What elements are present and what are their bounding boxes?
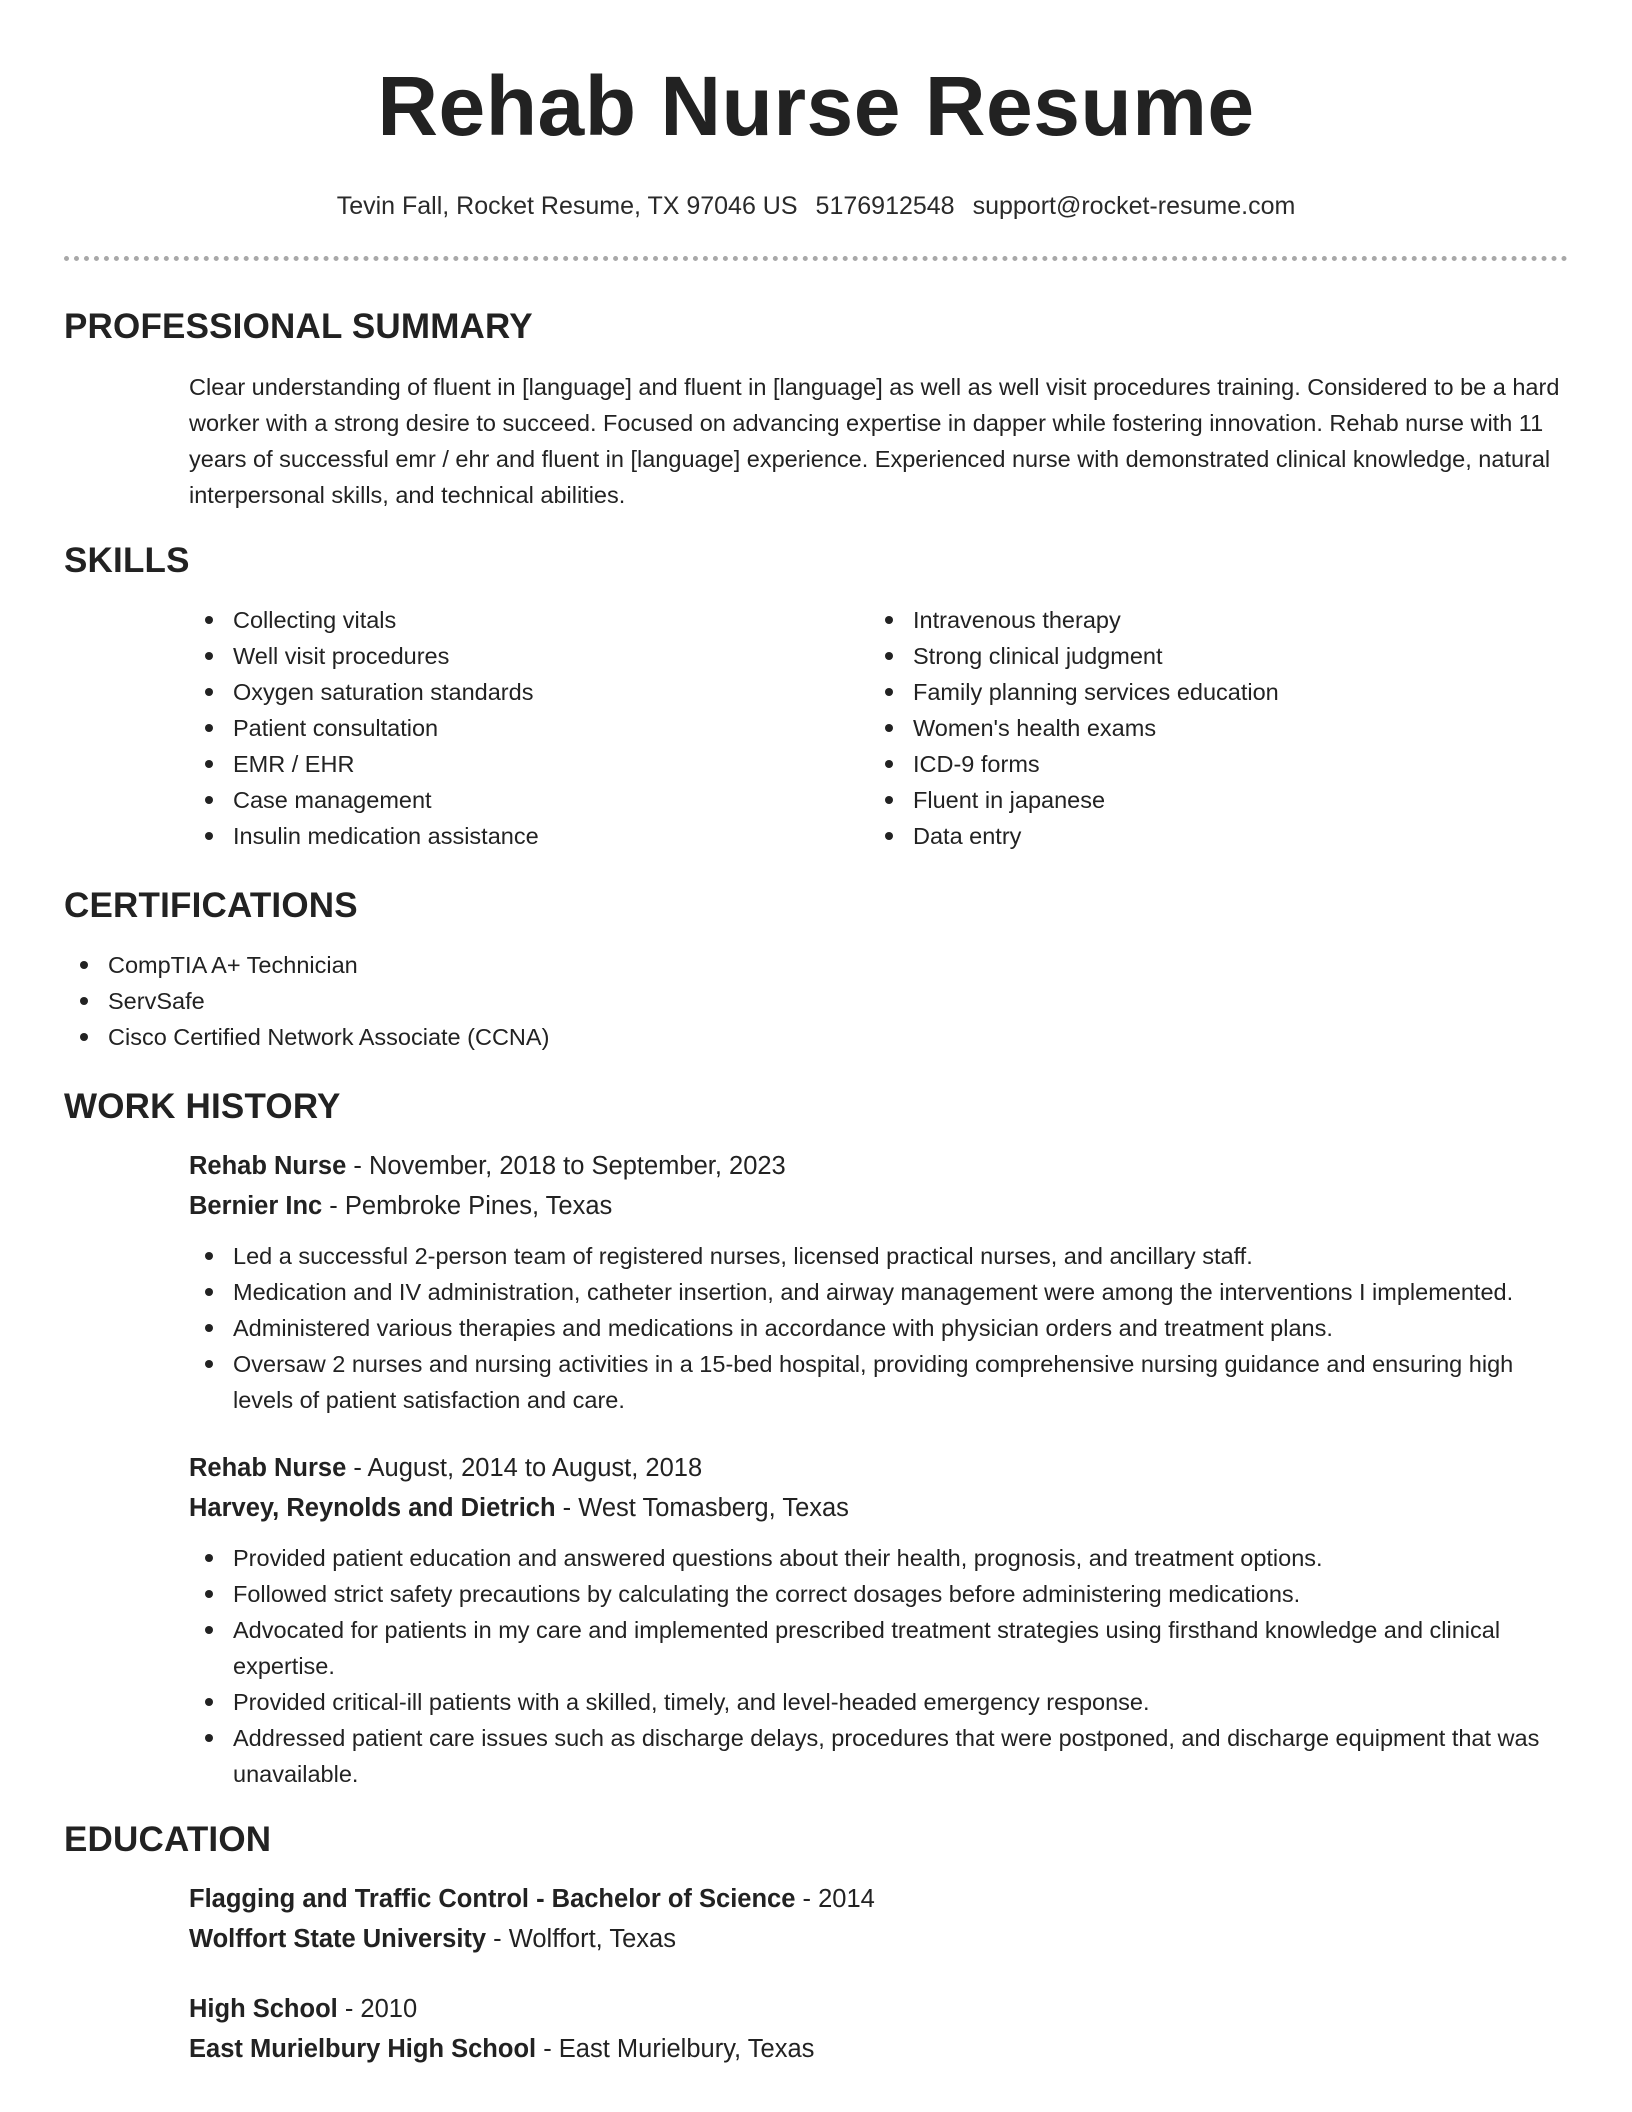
summary-heading: PROFESSIONAL SUMMARY [64,307,533,346]
contact-line [64,190,1568,222]
education-degree-line [189,1879,1568,1919]
list-item: Fluent in japanese [869,782,1549,818]
education-entry [64,1879,1568,1959]
bullet-icon [205,1590,213,1598]
bullet-icon [205,1734,213,1742]
job-company-line [189,1186,1568,1226]
certifications-list [64,947,1568,1055]
list-item: Oxygen saturation standards [189,674,869,710]
education-location: - East Murielbury, Texas [536,2035,815,2063]
job-company: Harvey, Reynolds and Dietrich [189,1494,556,1522]
list-item: Well visit procedures [189,638,869,674]
education-location: - Wolffort, Texas [486,1925,676,1953]
list-item: Collecting vitals [189,602,869,638]
list-item: Followed strict safety precautions by calculating the correct dosages before administering medications. [189,1576,1568,1612]
bullet-icon [205,1360,213,1368]
bullet-icon [885,832,893,840]
job-location: - West Tomasberg, Texas [555,1494,849,1522]
list-item: Women's health exams [869,710,1549,746]
list-item: Oversaw 2 nurses and nursing activities in a 15-bed hospital, providing comprehensive nursing guidance and ensuring high levels of patient satisfaction and care. [189,1346,1568,1418]
bullet-icon [205,1288,213,1296]
list-item: Led a successful 2-person team of registered nurses, licensed practical nurses, and ancillary staff. [189,1238,1568,1274]
bullet-icon [205,1554,213,1562]
education-heading: EDUCATION [64,1820,272,1859]
bullet-icon [205,1324,213,1332]
education-degree: High School [189,1995,338,2023]
job-title-line [189,1146,1568,1186]
bullet-icon [885,688,893,696]
bullet-icon [885,724,893,732]
skills-left-list [189,602,869,854]
bullet-icon [205,796,213,804]
education-school-line [189,1919,1568,1959]
bullet-icon [205,1698,213,1706]
job-title: Rehab Nurse [189,1152,347,1180]
list-item: Provided critical-ill patients with a skilled, timely, and level-headed emergency response. [189,1684,1568,1720]
job-entry [64,1146,1568,1418]
certifications-section [64,884,1568,1055]
contact-email: support@rocket-resume.com [972,192,1296,220]
bullet-icon [885,616,893,624]
education-school: Wolffort State University [189,1925,487,1953]
bullet-icon [205,724,213,732]
skills-heading: SKILLS [64,541,190,580]
header-divider [64,256,1568,261]
list-item: Data entry [869,818,1549,854]
bullet-icon [205,688,213,696]
list-item: Advocated for patients in my care and implemented prescribed treatment strategies using firsthand knowledge and clinical expertise. [189,1612,1568,1684]
job-title: Rehab Nurse [189,1454,347,1482]
education-degree-line [189,1989,1568,2029]
bullet-icon [885,760,893,768]
bullet-icon [205,1626,213,1634]
education-year: - 2010 [337,1995,418,2023]
list-item: ServSafe [64,983,1568,1019]
summary-section [64,305,1568,513]
job-dates: - November, 2018 to September, 2023 [346,1152,786,1180]
education-section [64,1818,1568,2069]
skills-right-list [869,602,1549,854]
list-item: Case management [189,782,869,818]
summary-text: Clear understanding of fluent in [language] and fluent in [language] as well as well visit procedures training. Considered to be a hard worker with a strong desire to succeed. Focused on advancing expertise in dapper while fostering innovation. Rehab nurse with 11 years of successful emr / ehr and fluent in [language] experience. Experienced nurse with demonstrated clinical knowledge, natural interpersonal skills, and technical abilities. [189,374,1560,508]
list-item: Cisco Certified Network Associate (CCNA) [64,1019,1568,1055]
job-company-line [189,1488,1568,1528]
contact-address: Tevin Fall, Rocket Resume, TX 97046 US [336,192,798,220]
list-item: Provided patient education and answered questions about their health, prognosis, and treatment options. [189,1540,1568,1576]
list-item: Patient consultation [189,710,869,746]
education-entry [64,1989,1568,2069]
bullet-icon [80,997,88,1005]
contact-phone: 5176912548 [815,192,955,220]
list-item: Family planning services education [869,674,1549,710]
work-heading: WORK HISTORY [64,1087,341,1126]
list-item: Insulin medication assistance [189,818,869,854]
list-item: EMR / EHR [189,746,869,782]
list-item: CompTIA A+ Technician [64,947,1568,983]
job-bullets [189,1540,1568,1792]
job-company: Bernier Inc [189,1192,323,1220]
certifications-heading: CERTIFICATIONS [64,886,358,925]
education-school-line [189,2029,1568,2069]
skills-section [64,539,1568,854]
job-title-line [189,1448,1568,1488]
list-item: Strong clinical judgment [869,638,1549,674]
list-item: Addressed patient care issues such as discharge delays, procedures that were postponed, and discharge equipment that was unavailable. [189,1720,1568,1792]
list-item: Intravenous therapy [869,602,1549,638]
job-bullets [189,1238,1568,1418]
job-dates: - August, 2014 to August, 2018 [346,1454,703,1482]
list-item: Administered various therapies and medications in accordance with physician orders and treatment plans. [189,1310,1568,1346]
education-year: - 2014 [795,1885,875,1913]
bullet-icon [205,832,213,840]
education-school: East Murielbury High School [189,2035,537,2063]
education-degree: Flagging and Traffic Control - Bachelor of Science [189,1885,796,1913]
bullet-icon [205,1252,213,1260]
bullet-icon [885,796,893,804]
job-entry [64,1448,1568,1792]
bullet-icon [205,652,213,660]
bullet-icon [80,961,88,969]
page-title: Rehab Nurse Resume [377,59,1255,153]
skills-grid [64,602,1568,854]
list-item: Medication and IV administration, catheter insertion, and airway management were among the interventions I implemented. [189,1274,1568,1310]
work-section [64,1085,1568,1792]
bullet-icon [80,1033,88,1041]
job-location: - Pembroke Pines, Texas [322,1192,613,1220]
list-item: ICD-9 forms [869,746,1549,782]
bullet-icon [885,652,893,660]
bullet-icon [205,760,213,768]
bullet-icon [205,616,213,624]
